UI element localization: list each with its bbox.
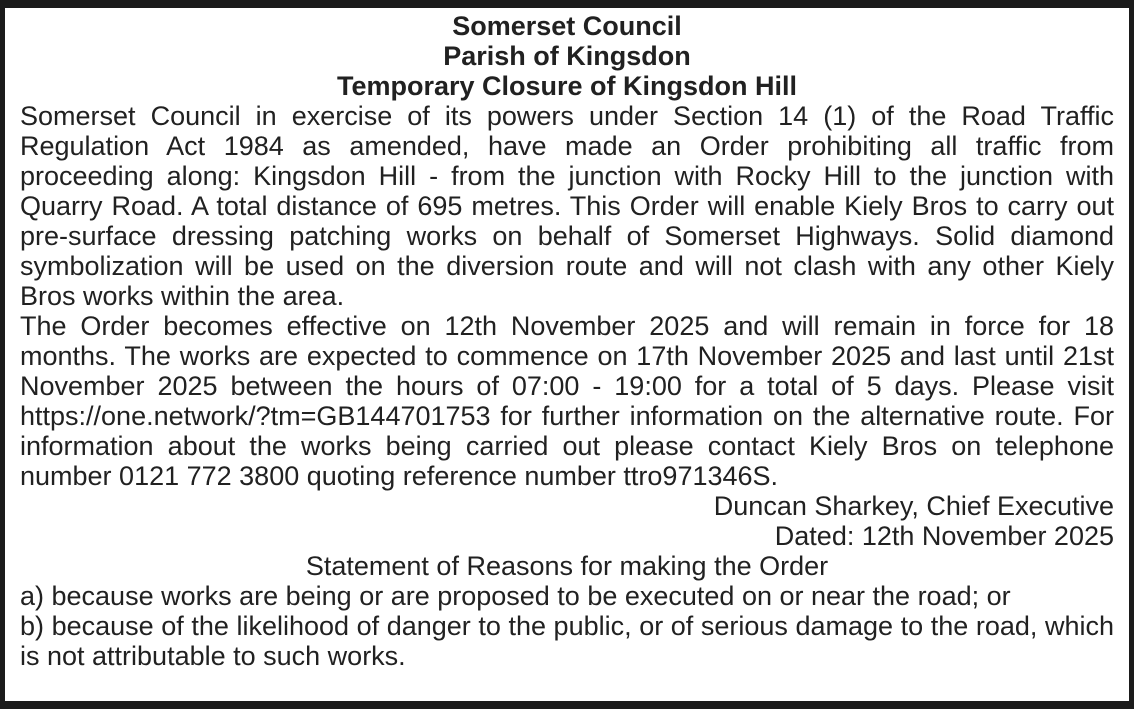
statement-of-reasons-heading: Statement of Reasons for making the Order xyxy=(305,551,829,581)
notice-subject-title: Temporary Closure of Kingsdon Hill xyxy=(336,71,798,101)
dated-line: Dated: 12th November 2025 xyxy=(774,521,1114,551)
notice-authority-title: Somerset Council xyxy=(452,11,682,41)
signatory-line: Duncan Sharkey, Chief Executive xyxy=(713,491,1114,521)
reason-item-b: b) because of the likelihood of danger to the public, or of serious damage to the road, which is not attributable to such works. xyxy=(20,611,1114,671)
order-details-paragraph: Somerset Council in exercise of its powers under Section 14 (1) of the Road Traffic Regulation Act 1984 as amended, have made an Order prohibiting all traffic from proceeding along: Kingsdon Hill - from the junction with Rocky Hill to the junction with Quarry Road. A total distance of 695 metres. This Order will enable Kiely Bros to carry out pre-surface dressing patching works on behalf of Somerset Highways. Solid diamond symbolization will be used on the diversion route and will not clash with any other Kiely Bros works within the area. xyxy=(20,101,1114,311)
dates-and-contact-paragraph: The Order becomes effective on 12th November 2025 and will remain in force for 18 months. The works are expected to commence on 17th November 2025 and last until 21st November 2025 between the hours of 07:00 - 19:00 for a total of 5 days. Please visit https://one.network/?tm=GB144701753 for further information on the alternative route. For information about the works being carried out please contact Kiely Bros on telephone number 0121 772 3800 quoting reference number ttro971346S. xyxy=(20,311,1114,491)
notice-parish-title: Parish of Kingsdon xyxy=(443,41,691,71)
reason-item-a: a) because works are being or are proposed to be executed on or near the road; or xyxy=(20,581,1011,611)
